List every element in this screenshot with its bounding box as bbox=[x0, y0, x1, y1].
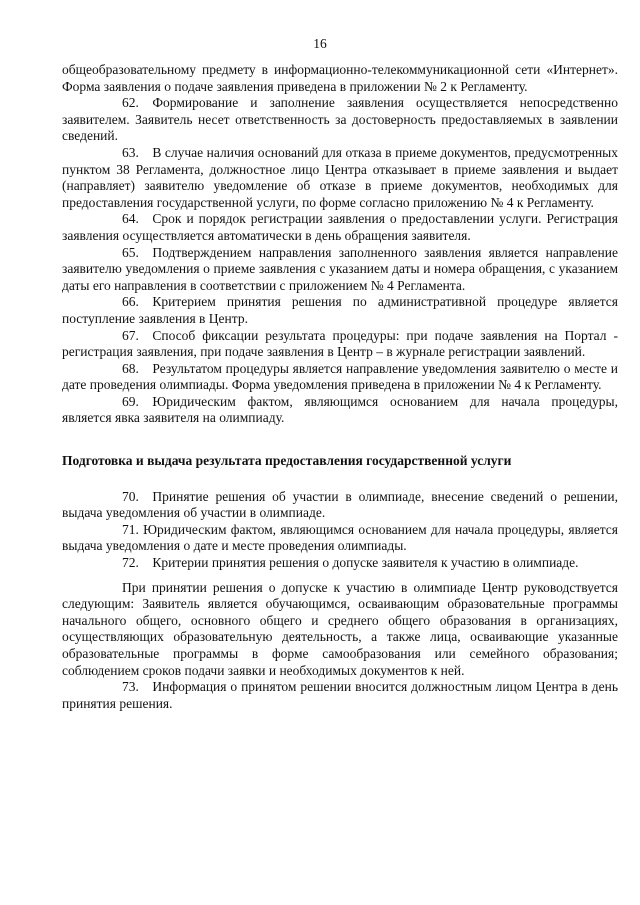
paragraph-73: 73. Информация о принятом решении вносится должностным лицом Центра в день принятия решения. bbox=[62, 679, 618, 711]
paragraph-71: 71. Юридическим фактом, являющимся основанием для начала процедуры, является выдача уведомления о дате и месте проведения олимпиады. bbox=[62, 521, 618, 554]
paragraph-67: 67. Способ фиксации результата процедуры: при подаче заявления на Портал - регистрация заявления, при подаче заявления в Центр – в журнале регистрации заявлений. bbox=[62, 327, 618, 360]
paragraph-65: 65. Подтверждением направления заполненного заявления является направление заявителю уведомления о приеме заявления с указанием даты и номера обращения, с указанием даты его направления в соответствии с приложением № 4 Регламента. bbox=[62, 244, 618, 293]
paragraph-continuation: общеобразовательному предмету в информационно-телекоммуникационной сети «Интернет». Форма заявления о подаче заявления приведена в приложении № 2 к Регламенту. bbox=[62, 62, 618, 94]
paragraph-70: 70. Принятие решения об участии в олимпиаде, внесение сведений о решении, выдача уведомления об участии в олимпиаде. bbox=[62, 488, 618, 521]
document-body bbox=[62, 62, 618, 712]
paragraph-gap bbox=[62, 572, 618, 580]
paragraph-72-detail: При принятии решения о допуске к участию в олимпиаде Центр руководствуется следующим: Заявитель является обучающимся, осваивающим образовательные программы начального общего, основного общего и среднего общего образования в организациях, осуществляющих образовательную деятельность, а также лица, осваивающие указанные образовательные программы в форме самообразования или семейного образования; соблюдением сроков подачи заявки и необходимых документов к ней. bbox=[62, 579, 618, 678]
paragraph-69: 69. Юридическим фактом, являющимся основанием для начала процедуры, является явка заявителя на олимпиаду. bbox=[62, 393, 618, 426]
paragraph-63: 63. В случае наличия оснований для отказа в приеме документов, предусмотренных пунктом 38 Регламента, должностное лицо Центра отказывает в приеме заявления и выдает (направляет) заявителю уведомление об отказе в приеме документов, необходимых для предоставления государственной услуги, по форме согласно приложению № 4 к Регламенту. bbox=[62, 144, 618, 210]
paragraph-66: 66. Критерием принятия решения по административной процедуре является поступление заявления в Центр. bbox=[62, 294, 618, 326]
page-number: 16 bbox=[313, 36, 327, 51]
paragraph-64: 64. Срок и порядок регистрации заявления о предоставлении услуги. Регистрация заявления осуществляется автоматически в день обращения заявителя. bbox=[62, 211, 618, 243]
paragraph-62: 62. Формирование и заполнение заявления осуществляется непосредственно заявителем. Заявитель несет ответственность за достоверность предоставляемых в заявлении сведений. bbox=[62, 95, 618, 144]
paragraph-68: 68. Результатом процедуры является направление уведомления заявителю о месте и дате проведения олимпиады. Форма уведомления приведена в приложении № 4 к Регламенту. bbox=[62, 360, 618, 393]
section-heading: Подготовка и выдача результата предоставления государственной услуги bbox=[62, 453, 512, 469]
paragraph-72: 72. Критерии принятия решения о допуске заявителя к участию в олимпиаде. bbox=[122, 555, 579, 571]
